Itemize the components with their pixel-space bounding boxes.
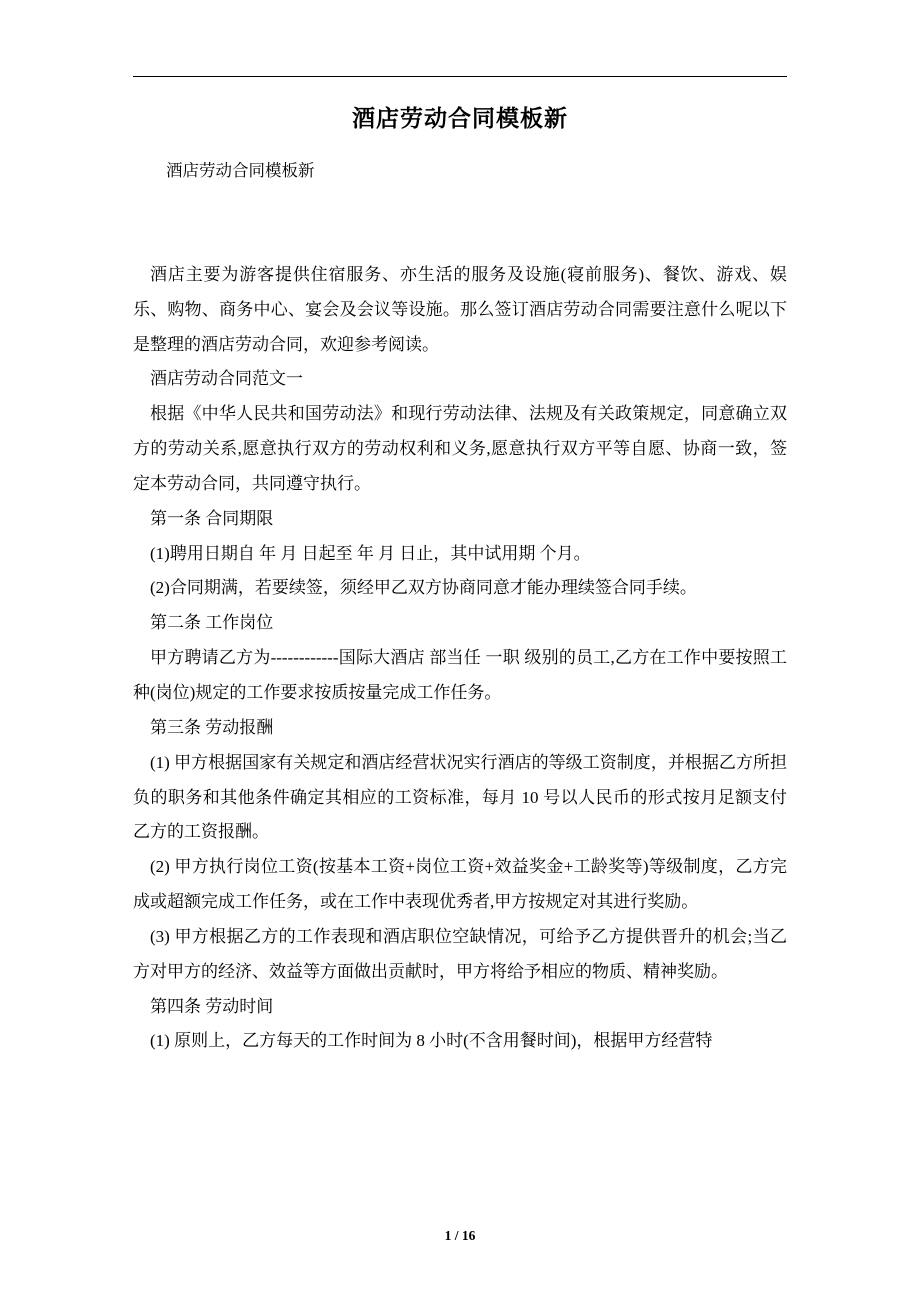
clause-2-heading: 第二条 工作岗位	[150, 613, 274, 633]
clause-3-item-1: (1) 甲方根据国家有关规定和酒店经营状况实行酒店的等级工资制度，并根据乙方所担负的职务和其他条件确定其相应的工资标准，每月 10 号以人民币的形式按月足额支付乙方的工资报酬。	[133, 752, 787, 842]
title-spacer	[133, 194, 787, 258]
document-subtitle: 酒店劳动合同模板新	[166, 160, 315, 180]
paragraph-basis: 根据《中华人民共和国劳动法》和现行劳动法律、法规及有关政策规定，同意确立双方的劳动关系,愿意执行双方的劳动权利和义务,愿意执行双方平等自愿、协商一致，签定本劳动合同，共同遵守执行。	[133, 404, 787, 493]
paragraph-sample-heading: 酒店劳动合同范文一	[150, 369, 303, 389]
clause-4-heading: 第四条 劳动时间	[150, 996, 274, 1016]
page-number: 1 / 16	[444, 1228, 476, 1243]
header-rule	[133, 76, 787, 77]
clause-3-heading: 第三条 劳动报酬	[150, 717, 274, 737]
clause-3-item-3: (3) 甲方根据乙方的工作表现和酒店职位空缺情况，可给予乙方提供晋升的机会;当乙方对甲方的经济、效益等方面做出贡献时，甲方将给予相应的物质、精神奖励。	[133, 926, 787, 981]
clause-3-item-2: (2) 甲方执行岗位工资(按基本工资+岗位工资+效益奖金+工龄奖等)等级制度，乙方完成或超额完成工作任务，或在工作中表现优秀者,甲方按规定对其进行奖励。	[133, 857, 787, 912]
clause-1-item-2: (2)合同期满，若要续签，须经甲乙双方协商同意才能办理续签合同手续。	[150, 578, 697, 598]
page-title: 酒店劳动合同模板新	[352, 106, 568, 131]
paragraph-intro: 酒店主要为游客提供住宿服务、亦生活的服务及设施(寝前服务)、餐饮、游戏、娱乐、购物、商务中心、宴会及会议等设施。那么签订酒店劳动合同需要注意什么呢以下是整理的酒店劳动合同，欢迎参考阅读。	[133, 264, 787, 354]
clause-1-heading: 第一条 合同期限	[150, 508, 274, 528]
document-body	[133, 102, 787, 1059]
clause-2-body: 甲方聘请乙方为------------国际大酒店 部当任 一职 级别的员工,乙方在工作中要按照工种(岗位)规定的工作要求按质按量完成工作任务。	[133, 648, 787, 702]
clause-1-item-1: (1)聘用日期自 年 月 日起至 年 月 日止，其中试用期 个月。	[150, 543, 591, 563]
clause-4-item-1: (1) 原则上，乙方每天的工作时间为 8 小时(不含用餐时间)，根据甲方经营特	[150, 1031, 713, 1051]
